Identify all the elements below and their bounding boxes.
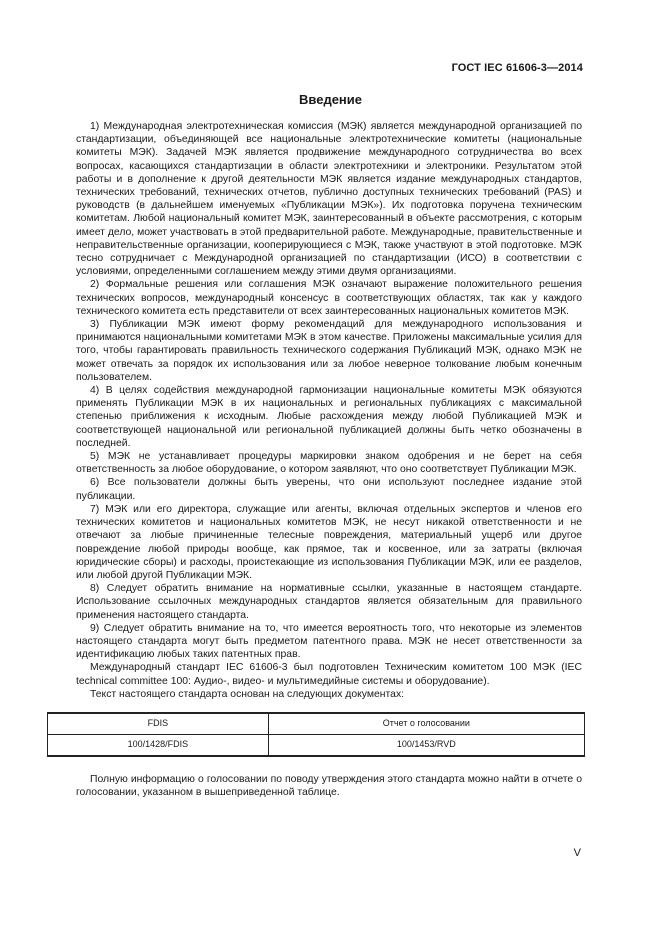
paragraph-7: 7) МЭК или его директора, служащие или агенты, включая отдельных экспертов и членов его технических комитетов и национальных комитетов МЭК, не несут никакой ответственности и не отвечают за любые причиненные телесные повреждения, материальный ущерб или другое повреждение любой природы вообще, как прямое, так и косвенное, или за затраты (включая юридические сборы) и расходы, проистекающие из использования Публикации МЭК, или ее разделов, или любой другой Публикации МЭК.: [76, 503, 582, 581]
page-title: Введение: [299, 92, 362, 107]
paragraph-3: 3) Публикации МЭК имеют форму рекомендаций для международного использования и принимаются национальными комитетами МЭК в этом качестве. Приложены максимальные усилия для того, чтобы гарантировать правильность технического содержания Публикаций МЭК, однако МЭК не может отвечать за порядок их использования или за любое неверное толкование любым конечным пользователем.: [76, 319, 582, 383]
document-body: [76, 120, 582, 799]
paragraph-2: 2) Формальные решения или соглашения МЭК означают выражение положительного решения технических вопросов, международный консенсус в соответствующих областях, так как у каждого технического комитета есть представители от всех заинтересованных национальных комитетов МЭК.: [76, 279, 582, 317]
voting-table: [47, 712, 585, 757]
paragraph-standard-info: Международный стандарт IEC 61606-3 был подготовлен Техническим комитетом 100 МЭК (IEC technical committee 100: Аудио-, видео- и мультимедийные системы и оборудование).: [76, 662, 582, 687]
paragraph-6: 6) Все пользователи должны быть уверены, что они используют последнее издание этой публикации.: [76, 477, 582, 502]
table-header-row: [48, 713, 585, 735]
table-header-voting-report: Отчет о голосовании: [268, 713, 584, 735]
paragraph-5: 5) МЭК не устанавливает процедуры маркировки знаком одобрения и не берет на себя ответственность за любое оборудование, о котором заявляют, что оно соответствует Публикации МЭК.: [76, 451, 582, 476]
page-number: V: [573, 847, 581, 859]
paragraph-4: 4) В целях содействия международной гармонизации национальные комитеты МЭК обязуются применять Публикации МЭК в их национальных и региональных публикациях с максимальной степенью приближения к исходным. Любые расхождения между любой Публикацией МЭК и соответствующей национальной или региональной публикацией должны быть четко обозначены в последней.: [76, 385, 582, 449]
paragraph-documents-intro: Текст настоящего стандарта основан на следующих документах:: [90, 688, 405, 700]
paragraph-1: 1) Международная электротехническая комиссия (МЭК) является международной организацией по стандартизации, объединяющей все национальные электротехнические комитеты (национальные комитеты МЭК). Задачей МЭК является продвижение международного сотрудничества во всех вопросах, касающихся стандартизации в области электротехники и электроники. Результатом этой работы и в дополнение к другой деятельности МЭК является издание международных стандартов, технических требований, технических отчетов, публично доступных технических требований (PAS) и руководств (в дальнейшем именуемых «Публикации МЭК»). Их подготовка поручена техническим комитетам. Любой национальный комитет МЭК, заинтересованный в объекте рассмотрения, с которым имеет дело, может участвовать в этой предварительной работе. Международные, правительственные и неправительственные организации, кооперирующиеся с МЭК, также участвуют в этой подготовке. МЭК тесно сотрудничает с Международной организацией по стандартизации (ИСО) в соответствии с условиями, определенными соглашением между этими двумя организациями.: [76, 121, 582, 278]
closing-paragraph: Полную информацию о голосовании по поводу утверждения этого стандарта можно найти в отчете о голосовании, указанном в вышеприведенной таблице.: [76, 773, 582, 799]
table-cell-fdis: 100/1428/FDIS: [48, 734, 269, 756]
table-cell-rvd: 100/1453/RVD: [268, 734, 584, 756]
paragraph-8: 8) Следует обратить внимание на нормативные ссылки, указанные в настоящем стандарте. Использование ссылочных международных стандартов является обязательным для правильного применения настоящего стандарта.: [76, 583, 582, 621]
table-row: [48, 734, 585, 756]
document-id: ГОСТ IEC 61606-3—2014: [451, 62, 583, 74]
table-header-fdis: FDIS: [48, 713, 269, 735]
paragraph-9: 9) Следует обратить внимание на то, что имеется вероятность того, что некоторые из элементов настоящего стандарта могут быть предметом патентного права. МЭК не несет ответственности за идентификацию любых таких патентных прав.: [76, 622, 582, 661]
